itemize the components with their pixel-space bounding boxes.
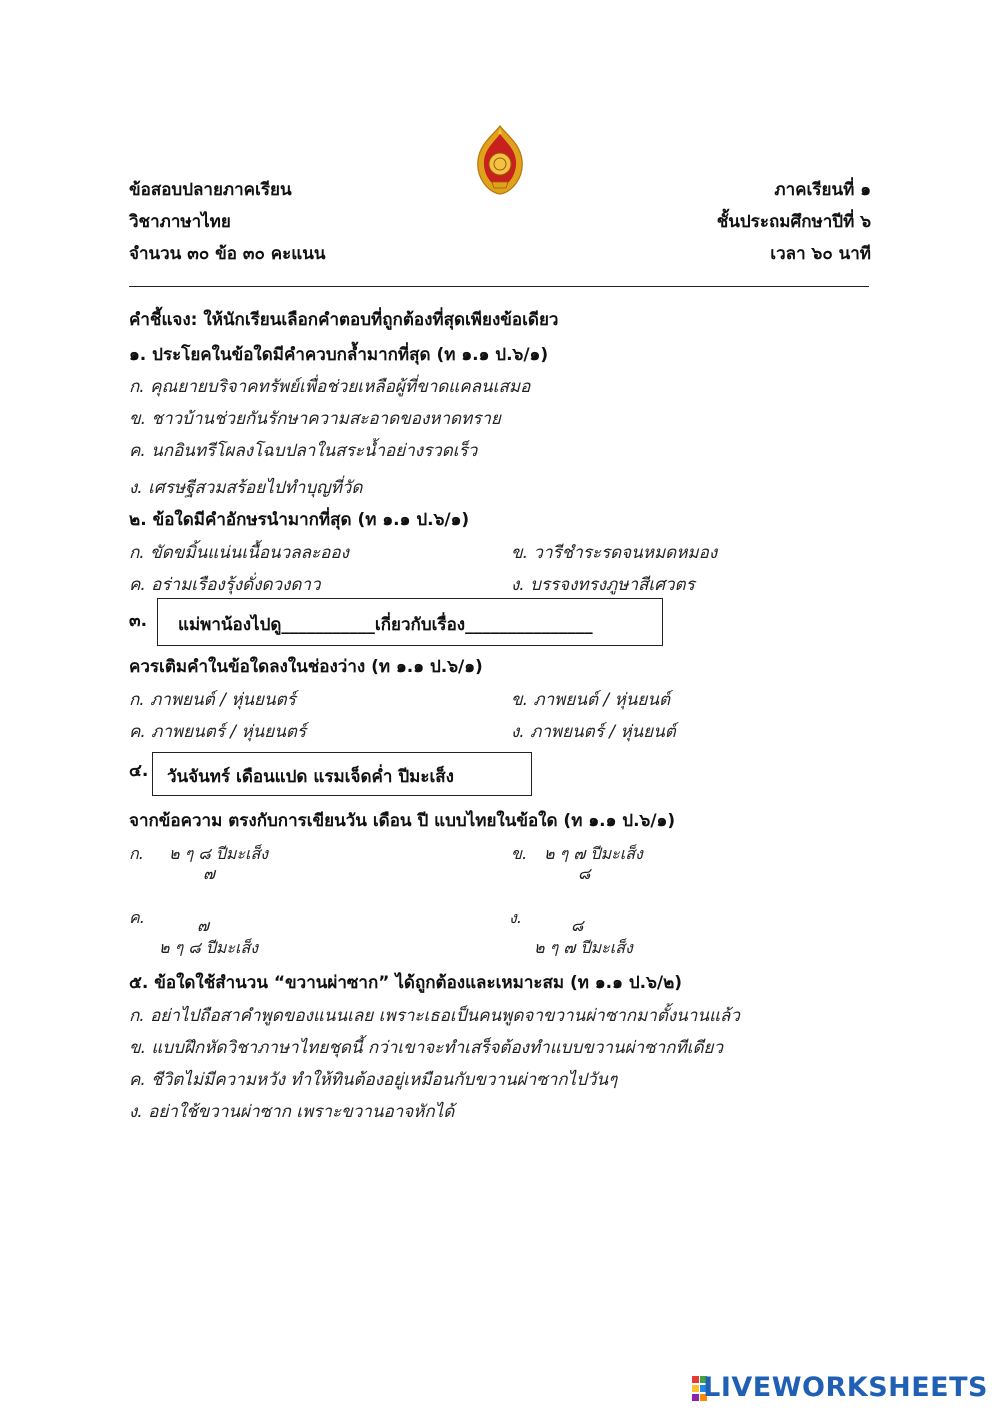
q3-question: ควรเติมคำในข้อใดลงในช่องว่าง (ท ๑.๑ ป.๖/๑) (129, 657, 483, 677)
header-subject: วิชาภาษาไทย (129, 212, 231, 232)
q4-option-b-label[interactable]: ข. (511, 844, 528, 863)
q3-number: ๓. (129, 611, 148, 631)
q1-question: ๑. ประโยคในข้อใดมีคำควบกล้ำมากที่สุด (ท ๑.๑ ป.๖/๑) (129, 345, 549, 365)
q4-option-c-top: ๗ (197, 916, 210, 935)
q5-option-b[interactable]: ข. แบบฝึกหัดวิชาภาษาไทยชุดนี้ กว่าเขาจะทำเสร็จต้องทำแบบขวานผ่าซากทีเดียว (129, 1038, 724, 1058)
header-exam-title: ข้อสอบปลายภาคเรียน (129, 180, 292, 200)
obec-emblem-icon (472, 124, 528, 196)
q4-option-a-label[interactable]: ก. (129, 844, 144, 863)
q5-option-a[interactable]: ก. อย่าไปถือสาคำพูดของแนนเลย เพราะเธอเป็นคนพูดจาขวานผ่าซากมาตั้งนานแล้ว (129, 1006, 740, 1026)
q2-question: ๒. ข้อใดมีคำอักษรนำมากที่สุด (ท ๑.๑ ป.๖/๑) (129, 510, 470, 530)
q2-option-d[interactable]: ง. บรรจงทรงภูษาสีเศวตร (511, 575, 695, 595)
q5-option-c[interactable]: ค. ชีวิตไม่มีความหวัง ทำให้ทินต้องอยู่เหมือนกับขวานผ่าซากไปวันๆ (129, 1070, 618, 1090)
q4-option-b-sub: ๘ (578, 864, 591, 883)
header-grade: ชั้นประถมศึกษาปีที่ ๖ (716, 212, 871, 232)
q4-option-a-main[interactable]: ๒ ๆ ๘ ปีมะเส็ง (169, 844, 269, 863)
q2-option-a[interactable]: ก. ขัดขมิ้นแน่นเนื้อนวลละออง (129, 543, 349, 563)
q1-option-c[interactable]: ค. นกอินทรีโผลงโฉบปลาในสระน้ำอย่างรวดเร็ว (129, 441, 478, 461)
q5-question: ๕. ข้อใดใช้สำนวน “ขวานผ่าซาก” ได้ถูกต้องและเหมาะสม (ท ๑.๑ ป.๖/๒) (129, 973, 683, 993)
q4-option-a-sub: ๗ (203, 864, 216, 883)
q3-option-c[interactable]: ค. ภาพยนตร์ / หุ่นยนตร์ (129, 722, 307, 742)
q3-sentence-box (157, 598, 663, 646)
q4-option-d-label[interactable]: ง. (509, 908, 522, 927)
q4-number: ๔. (129, 761, 149, 781)
header-divider (129, 286, 869, 287)
q1-option-b[interactable]: ข. ชาวบ้านช่วยกันรักษาความสะอาดของหาดทราย (129, 409, 501, 429)
q4-option-d-main[interactable]: ๒ ๆ ๗ ปีมะเส็ง (534, 938, 633, 957)
header-semester: ภาคเรียนที่ ๑ (774, 180, 871, 200)
q3-option-b[interactable]: ข. ภาพยนต์ / หุ่นยนต์ (511, 690, 670, 710)
q4-option-c-main[interactable]: ๒ ๆ ๘ ปีมะเส็ง (159, 938, 259, 957)
q5-option-d[interactable]: ง. อย่าใช้ขวานผ่าซาก เพราะขวานอาจหักได้ (129, 1102, 455, 1122)
q2-option-b[interactable]: ข. วารีชำระรดจนหมดหมอง (511, 543, 718, 563)
header-question-count: จำนวน ๓๐ ข้อ ๓๐ คะแนน (129, 244, 326, 264)
liveworksheets-watermark: LIVEWORKSHEETS (703, 1372, 988, 1403)
q4-option-b-main[interactable]: ๒ ๆ ๗ ปีมะเส็ง (544, 844, 643, 863)
q4-question: จากข้อความ ตรงกับการเขียนวัน เดือน ปี แบบไทยในข้อใด (ท ๑.๑ ป.๖/๑) (129, 811, 676, 831)
q4-option-c-label[interactable]: ค. (129, 908, 145, 927)
q3-option-a[interactable]: ก. ภาพยนต์ / หุ่นยนตร์ (129, 690, 296, 710)
q3-option-d[interactable]: ง. ภาพยนตร์ / หุ่นยนต์ (511, 722, 676, 742)
q4-option-d-top: ๘ (571, 916, 584, 935)
q1-option-d[interactable]: ง. เศรษฐีสวมสร้อยไปทำบุญที่วัด (129, 478, 363, 498)
q4-date-text: วันจันทร์ เดือนแปด แรมเจ็ดค่ำ ปีมะเส็ง (167, 767, 454, 787)
q2-option-c[interactable]: ค. อร่ามเรืองรุ้งดั่งดวงดาว (129, 575, 321, 595)
instruction-text: คำชี้แจง: ให้นักเรียนเลือกคำตอบที่ถูกต้องที่สุดเพียงข้อเดียว (129, 310, 559, 330)
q4-date-box (152, 752, 532, 796)
q1-option-a[interactable]: ก. คุณยายบริจาคทรัพย์เพื่อช่วยเหลือผู้ที่ขาดแคลนเสมอ (129, 377, 531, 397)
header-time: เวลา ๖๐ นาที (770, 244, 871, 264)
q3-sentence-text: แม่พาน้องไปดู___________เกี่ยวกับเรื่อง_______________ (178, 615, 593, 635)
